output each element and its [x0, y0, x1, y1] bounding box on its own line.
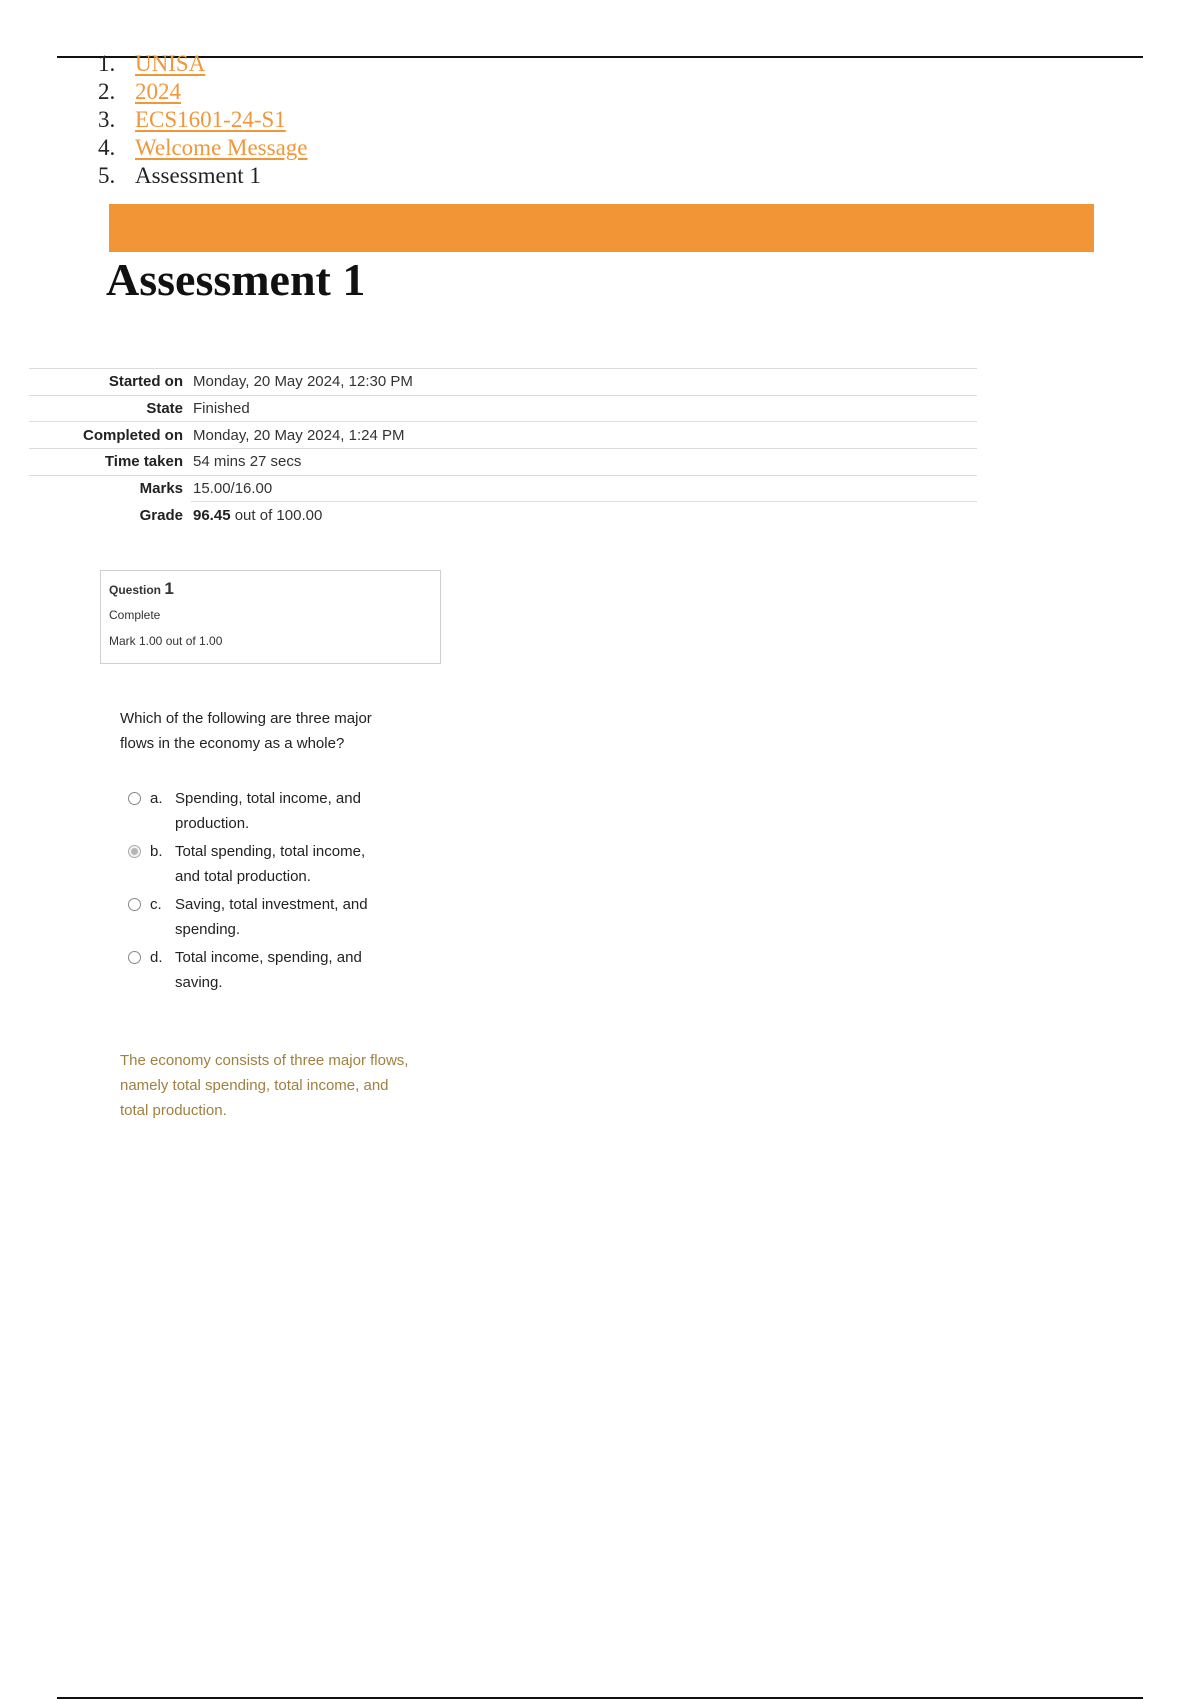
summary-value: 54 mins 27 secs — [191, 449, 977, 476]
bottom-rule — [57, 1697, 1143, 1699]
breadcrumb-number: 1. — [98, 51, 116, 76]
summary-row-completed-on — [29, 422, 977, 449]
summary-value: Finished — [191, 395, 977, 422]
breadcrumb-item-welcome — [98, 134, 308, 162]
summary-row-grade — [29, 502, 977, 529]
breadcrumb — [98, 50, 308, 190]
summary-row-started-on — [29, 369, 977, 396]
answer-letter: a. — [150, 790, 163, 807]
summary-row-marks — [29, 475, 977, 502]
answer-letter: b. — [150, 843, 163, 860]
answer-text: Spending, total income, and production. — [175, 790, 361, 832]
breadcrumb-link-year[interactable]: 2024 — [135, 79, 181, 104]
breadcrumb-link-course[interactable]: ECS1601-24-S1 — [135, 107, 286, 132]
summary-row-state — [29, 395, 977, 422]
summary-value: Monday, 20 May 2024, 12:30 PM — [191, 369, 977, 396]
summary-label: Started on — [108, 373, 183, 391]
radio-checked-icon[interactable] — [128, 845, 141, 858]
summary-label: Completed on — [83, 426, 183, 444]
question-heading — [109, 580, 432, 599]
answer-text: Saving, total investment, and spending. — [175, 896, 368, 938]
breadcrumb-link-unisa[interactable]: UNISA — [135, 51, 206, 76]
radio-unchecked-icon[interactable] — [128, 898, 141, 911]
grade-score: 96.45 — [193, 507, 231, 525]
breadcrumb-item-course — [98, 106, 308, 134]
answer-option-b[interactable] — [128, 839, 418, 889]
question-mark: Mark 1.00 out of 1.00 — [109, 634, 223, 648]
summary-label: Time taken — [104, 453, 183, 471]
question-label: Question — [109, 583, 162, 597]
question-number: 1 — [164, 579, 174, 598]
grade-out-of: out of 100.00 — [234, 507, 323, 525]
breadcrumb-current-page: Assessment 1 — [135, 163, 261, 188]
answer-option-c[interactable] — [128, 892, 418, 942]
answer-text: Total spending, total income, and total production. — [175, 843, 366, 885]
question-info-box — [100, 570, 441, 664]
summary-label: Grade — [139, 506, 183, 524]
radio-unchecked-icon[interactable] — [128, 792, 141, 805]
breadcrumb-link-welcome-message[interactable]: Welcome Message — [135, 135, 308, 160]
breadcrumb-number: 3. — [98, 107, 116, 132]
answer-option-d[interactable] — [128, 945, 418, 995]
breadcrumb-number: 5. — [98, 163, 116, 188]
answer-list — [128, 786, 418, 998]
page-title: Assessment 1 — [106, 254, 366, 305]
question-text: Which of the following are three major flows in the economy as a whole? — [120, 710, 372, 752]
answer-letter: d. — [150, 949, 163, 966]
answer-letter: c. — [150, 896, 162, 913]
question-state: Complete — [109, 608, 161, 622]
summary-label: State — [146, 400, 183, 418]
summary-value: 15.00/16.00 — [191, 475, 977, 502]
breadcrumb-item-unisa — [98, 50, 308, 78]
answer-option-a[interactable] — [128, 786, 418, 836]
breadcrumb-number: 4. — [98, 135, 116, 160]
summary-label: Marks — [139, 480, 183, 498]
breadcrumb-item-year — [98, 78, 308, 106]
breadcrumb-item-current — [98, 162, 308, 190]
attempt-summary-table — [29, 368, 977, 529]
general-feedback: The economy consists of three major flows, namely total spending, total income, and total production. — [120, 1052, 409, 1119]
summary-row-time-taken — [29, 449, 977, 476]
radio-unchecked-icon[interactable] — [128, 951, 141, 964]
summary-value — [191, 502, 977, 529]
summary-value: Monday, 20 May 2024, 1:24 PM — [191, 422, 977, 449]
breadcrumb-number: 2. — [98, 79, 116, 104]
orange-banner — [109, 204, 1094, 252]
answer-text: Total income, spending, and saving. — [175, 949, 362, 991]
